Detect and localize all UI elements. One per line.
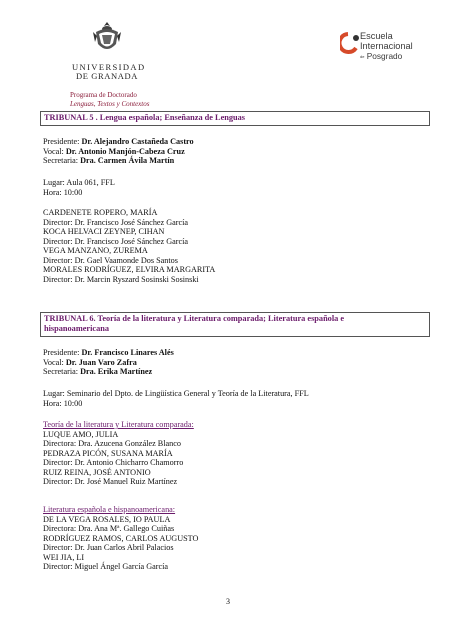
university-crest-icon — [91, 20, 123, 56]
tribunal-6-location — [43, 389, 423, 408]
list-item: DE LA VEGA ROSALES, IO PAULA — [43, 514, 171, 524]
tribunal-5-committee — [43, 137, 423, 166]
list-item: VEGA MANZANO, ZUREMA — [43, 246, 148, 255]
tribunal-6-hora: Hora: 10:00 — [43, 398, 83, 408]
tribunal-5-heading: TRIBUNAL 5 . Lengua española; Enseñanza de Lenguas — [40, 111, 430, 126]
tribunal-5-secretaria: Secretaria: Dra. Carmen Ávila Martín — [43, 156, 175, 165]
tribunal-6-heading: TRIBUNAL 6. Teoría de la literatura y Literatura comparada; Literatura española e hispanoamericana — [40, 312, 430, 337]
school-name: Escuela Internacional de Posgrado — [360, 31, 413, 61]
list-item: Director: Miguel Ángel García García — [43, 562, 169, 571]
list-item: LUQUE AMO, JULIA — [43, 429, 119, 439]
list-item: MORALES RODRÍGUEZ, ELVIRA MARGARITA — [43, 265, 216, 274]
list-item: Director: Dr. Antonio Chicharro Chamorro — [43, 458, 184, 467]
list-item: Directora: Dra. Azucena González Blanco — [43, 439, 181, 448]
tribunal-5-location — [43, 178, 423, 197]
tribunal-5-lugar: Lugar: Aula 061, FFL — [43, 178, 115, 187]
section-heading: Literatura española e hispanoamericana: — [43, 505, 176, 514]
program-heading — [70, 91, 149, 108]
tribunal-6-lugar: Lugar: Seminario del Dpto. de Lingüística General y Teoría de la Literatura, FFL — [43, 389, 309, 398]
tribunal-6-presidente: Presidente: Dr. Francisco Linares Alés — [43, 348, 174, 357]
list-item: Directora: Dra. Ana Mª. Gallego Cuiñas — [43, 524, 175, 533]
tribunal-6-vocal: Vocal: Dr. Juan Varo Zafra — [43, 357, 137, 367]
list-item: Director: Dr. Marcin Ryszard Sosinski Sosinski — [43, 274, 199, 284]
program-title: Programa de Doctorado — [70, 91, 137, 99]
tribunal-6-section-1 — [43, 420, 423, 487]
list-item: Director: Dr. José Manuel Ruiz Martínez — [43, 477, 178, 486]
tribunal-5-candidates — [43, 208, 423, 284]
university-logo — [72, 20, 146, 81]
program-subtitle: Lenguas, Textos y Contextos — [70, 99, 150, 108]
page-number: 3 — [226, 597, 230, 606]
tribunal-5-hora: Hora: 10:00 — [43, 187, 83, 197]
list-item: Director: Dr. Francisco José Sánchez García — [43, 217, 189, 227]
tribunal-5-vocal: Vocal: Dr. Antonio Manjón-Cabeza Cruz — [43, 146, 185, 156]
university-name: UNIVERSIDAD DE GRANADA — [72, 62, 146, 81]
list-item: WEI JIA, LI — [43, 552, 85, 562]
list-item: KOCA HELVACI ZEYNEP, CIHAN — [43, 227, 165, 236]
tribunal-6-secretaria: Secretaria: Dra. Erika Martínez — [43, 367, 153, 376]
list-item: Director: Dr. Francisco José Sánchez García — [43, 236, 189, 246]
list-item: RODRÍGUEZ RAMOS, CARLOS AUGUSTO — [43, 533, 199, 543]
list-item: CARDENETE ROPERO, MARÍA — [43, 208, 158, 217]
section-heading: Teoría de la literatura y Literatura comparada: — [43, 420, 194, 429]
list-item: RUIZ REINA, JOSÉ ANTONIO — [43, 467, 151, 477]
list-item: Director: Dr. Gael Vaamonde Dos Santos — [43, 255, 178, 265]
tribunal-6-section-2 — [43, 505, 423, 572]
tribunal-6-committee — [43, 348, 423, 377]
list-item: Director: Dr. Juan Carlos Abril Palacios — [43, 543, 174, 552]
list-item: PEDRAZA PICÓN, SUSANA MARÍA — [43, 448, 173, 458]
tribunal-5-presidente: Presidente: Dr. Alejandro Castañeda Castro — [43, 137, 194, 146]
